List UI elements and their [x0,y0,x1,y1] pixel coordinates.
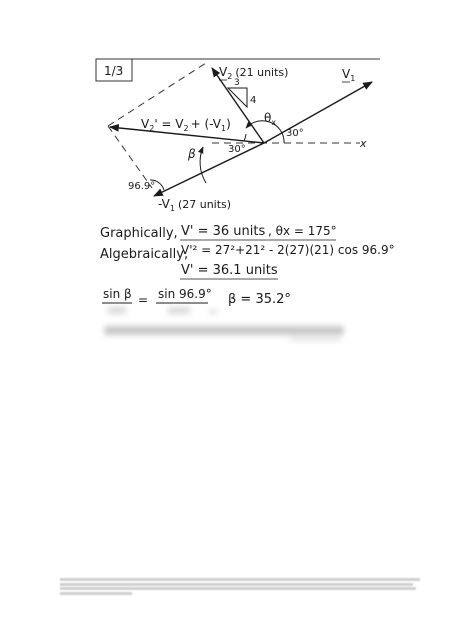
theta-x-label: $\theta_x$ [264,111,277,127]
blurred-mark [210,309,216,314]
algebraically-equation: V'² = 27²+21² - 2(27)(21) cos 96.9° [181,243,395,257]
neg-v1-label: $-V_1$ (27 units) [158,197,232,213]
angle-30-right-label: 30° [286,128,304,139]
beta-arc [200,147,206,183]
blurred-final-underline [290,338,340,340]
graphically-equation: V' = 36 units [181,224,266,239]
vector-neg-v1 [154,143,264,196]
equals-sign: = [138,293,149,307]
angle-96-9-label: 96.9° [128,181,156,192]
algebraically-label: Algebraically, [100,247,189,262]
sine-rhs-numerator: sin 96.9° [158,287,212,301]
parallelogram-left-side [108,126,152,188]
slope-rise: 3 [234,78,240,88]
v-prime-equation: $V_2' = V_2 + (-V_1)$ [141,117,231,133]
beta-result: β = 35.2° [228,292,291,307]
angle-30-left-label: 30° [228,144,246,155]
x-axis-label: x [360,137,367,150]
blurred-final-line [104,326,344,335]
v2-label: $V_2$ (21 units) [219,65,289,81]
sine-lhs-numerator: sin β [103,287,132,301]
problem-number: 1/3 [104,64,124,78]
vector-v1 [264,82,372,143]
sine-rhs-denominator-blurred [168,307,190,314]
angle-arc-30-left [244,134,246,141]
graphically-theta: , θx = 175° [268,224,337,238]
angle-arc-30-right [282,133,284,143]
slope-run: 4 [250,95,257,106]
graphically-label: Graphically, [100,226,178,241]
sine-lhs-denominator-blurred [108,307,126,314]
beta-label: β [188,147,196,161]
blurred-footer-notice [60,578,420,595]
result-equation: V' = 36.1 units [181,263,278,278]
v1-label: $V_1$ [342,67,356,83]
